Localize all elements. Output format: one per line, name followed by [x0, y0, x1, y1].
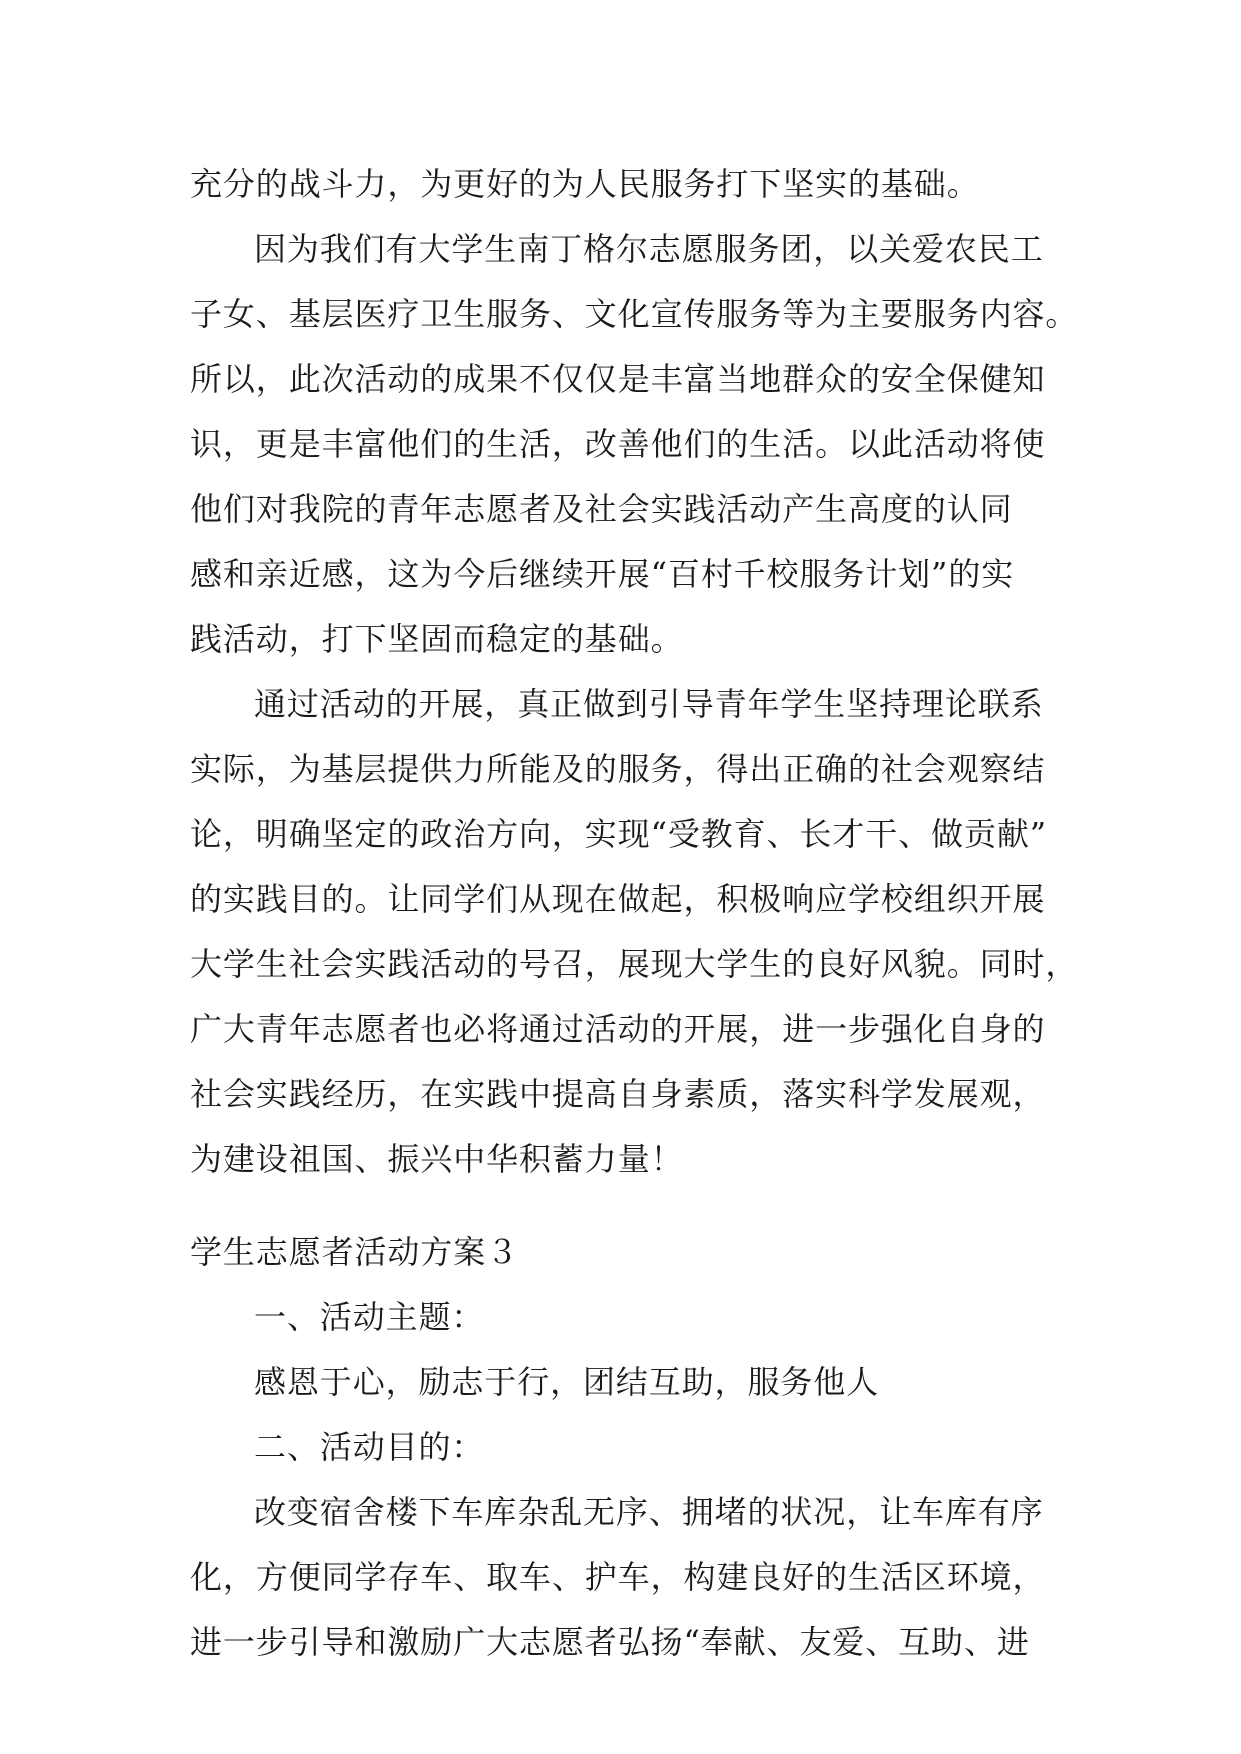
paragraph-line: 所以，此次活动的成果不仅仅是丰富当地群众的安全保健知 — [190, 360, 1046, 398]
section-heading: 一、活动主题： — [254, 1298, 485, 1336]
paragraph-line: 充分的战斗力，为更好的为人民服务打下坚实的基础。 — [190, 165, 980, 203]
section-title: 学生志愿者活动方案３ — [190, 1233, 520, 1271]
paragraph-line: 因为我们有大学生南丁格尔志愿服务团，以关爱农民工 — [254, 230, 1044, 268]
paragraph-line: 感恩于心，励志于行，团结互助，服务他人 — [254, 1363, 880, 1401]
paragraph-line: 他们对我院的青年志愿者及社会实践活动产生高度的认同 — [190, 490, 1013, 528]
paragraph-line: 社会实践经历，在实践中提高自身素质，落实科学发展观， — [190, 1075, 1046, 1113]
paragraph-line: 的实践目的。让同学们从现在做起，积极响应学校组织开展 — [190, 880, 1046, 918]
paragraph-line: 感和亲近感，这为今后继续开展“百村千校服务计划”的实 — [190, 555, 1015, 593]
paragraph-line: 通过活动的开展，真正做到引导青年学生坚持理论联系 — [254, 685, 1044, 723]
paragraph-line: 为建设祖国、振兴中华积蓄力量！ — [190, 1140, 684, 1178]
paragraph-line: 改变宿舍楼下车库杂乱无序、拥堵的状况，让车库有序 — [254, 1493, 1044, 1531]
paragraph-line: 识，更是丰富他们的生活，改善他们的生活。以此活动将使 — [190, 425, 1046, 463]
paragraph-line: 广大青年志愿者也必将通过活动的开展，进一步强化自身的 — [190, 1010, 1046, 1048]
paragraph-line: 化，方便同学存车、取车、护车，构建良好的生活区环境， — [190, 1558, 1046, 1596]
paragraph-line: 进一步引导和激励广大志愿者弘扬“奉献、友爱、互助、进 — [190, 1623, 1030, 1661]
paragraph-line: 实际，为基层提供力所能及的服务，得出正确的社会观察结 — [190, 750, 1046, 788]
paragraph-line: 子女、基层医疗卫生服务、文化宣传服务等为主要服务内容。 — [190, 295, 1079, 333]
paragraph-line: 大学生社会实践活动的号召，展现大学生的良好风貌。同时， — [190, 945, 1079, 983]
paragraph-line: 论，明确坚定的政治方向，实现“受教育、长才干、做贡献” — [190, 815, 1048, 853]
section-heading: 二、活动目的： — [254, 1428, 485, 1466]
paragraph-line: 践活动，打下坚固而稳定的基础。 — [190, 620, 684, 658]
